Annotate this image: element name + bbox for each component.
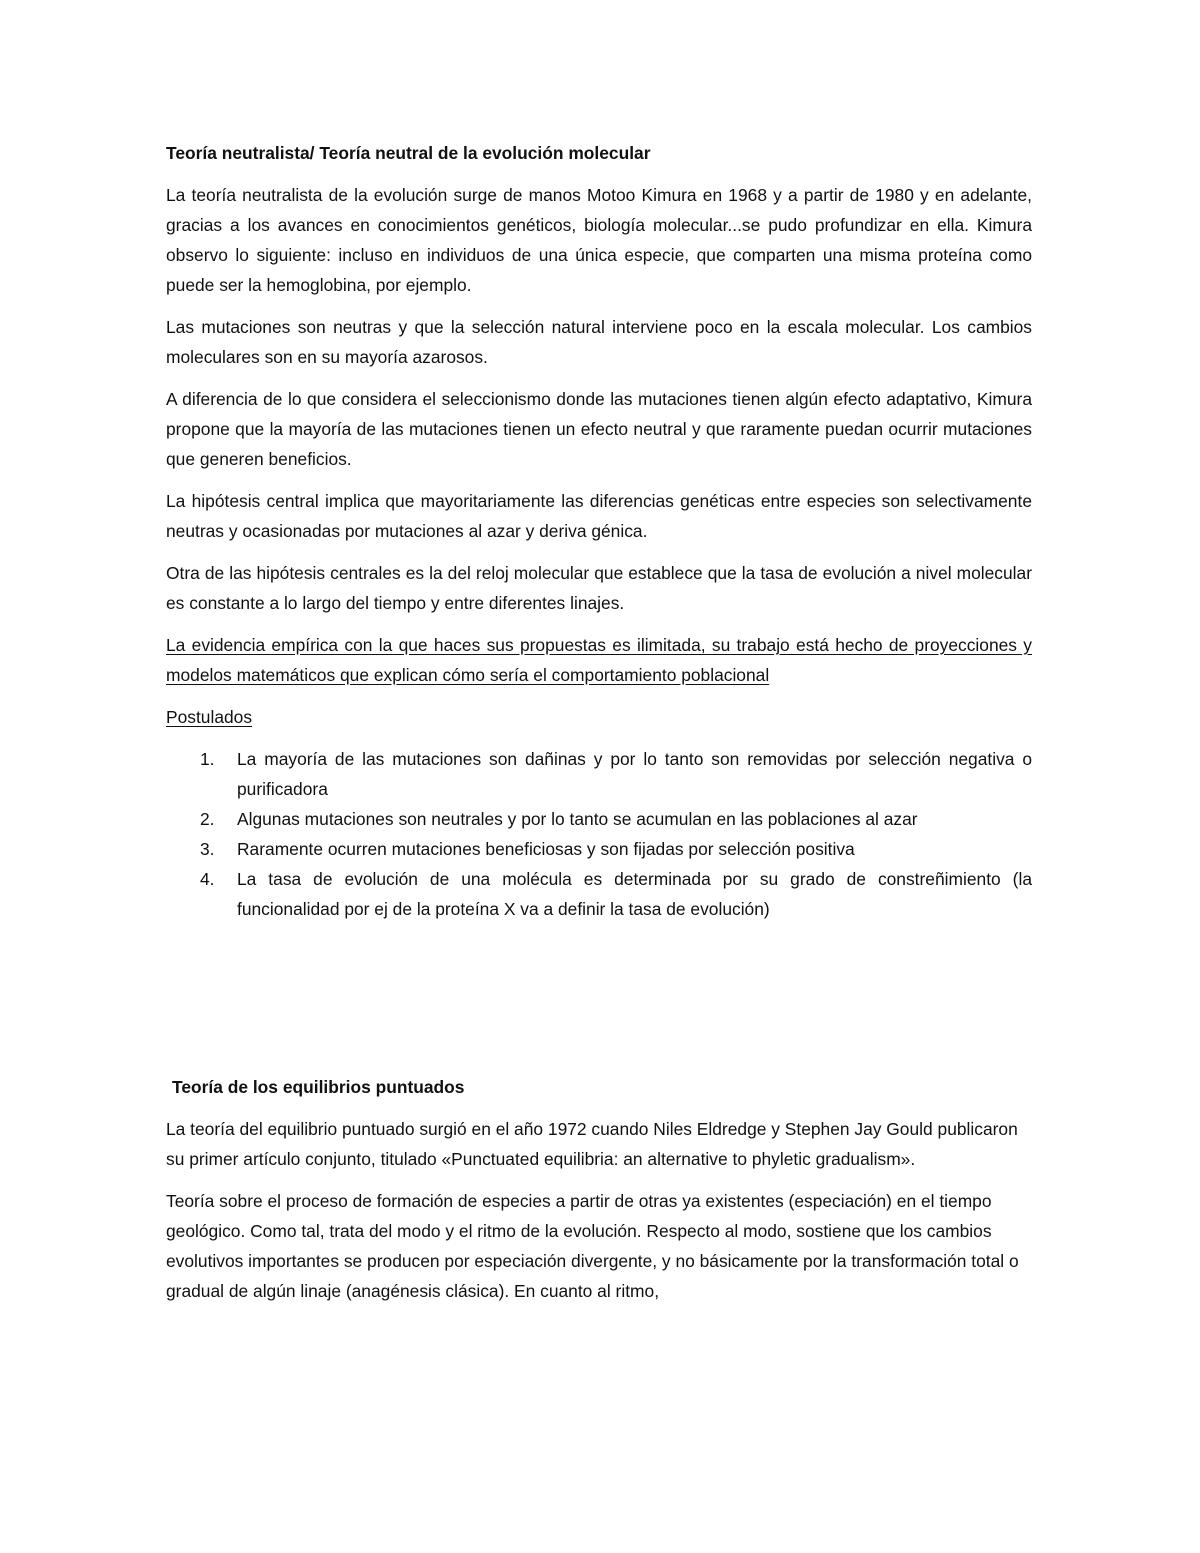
paragraph: La teoría del equilibrio puntuado surgió en el año 1972 cuando Niles Eldredge y Stephen Jay Gould publicaron su primer artículo conjunto, titulado «Punctuated equilibria: an alternative to phyletic gradualism». (166, 1119, 1018, 1169)
list-number: 4. (200, 869, 215, 889)
list-item-text: Raramente ocurren mutaciones beneficiosas y son fijadas por selección positiva (237, 839, 855, 859)
paragraph: La hipótesis central implica que mayoritariamente las diferencias genéticas entre especies son selectivamente neutras y ocasionadas por mutaciones al azar y deriva génica. (166, 491, 1032, 541)
underlined-paragraph: La evidencia empírica con la que haces sus propuestas es ilimitada, su trabajo está hecho de proyecciones y modelos matemáticos que explican cómo sería el comportamiento poblacional (166, 635, 1032, 685)
paragraph: La teoría neutralista de la evolución surge de manos Motoo Kimura en 1968 y a partir de 1980 y en adelante, gracias a los avances en conocimientos genéticos, biología molecular...se pudo profundizar en ella. Kimura observo lo siguiente: incluso en individuos de una única especie, que comparten una misma proteína como puede ser la hemoglobina, por ejemplo. (166, 185, 1032, 295)
blank-space (166, 924, 1032, 1072)
list-number: 3. (200, 839, 215, 859)
list-item-text: Algunas mutaciones son neutrales y por lo tanto se acumulan en las poblaciones al azar (237, 809, 918, 829)
paragraph: Otra de las hipótesis centrales es la del reloj molecular que establece que la tasa de evolución a nivel molecular es constante a lo largo del tiempo y entre diferentes linajes. (166, 563, 1032, 613)
postulados-label: Postulados (166, 707, 253, 727)
paragraph: Teoría sobre el proceso de formación de especies a partir de otras ya existentes (especiación) en el tiempo geológico. Como tal, trata del modo y el ritmo de la evolución. Respecto al modo, sostiene que los cambios evolutivos importantes se producen por especiación divergente, y no básicamente por la transformación total o gradual de algún linaje (anagénesis clásica). En cuanto al ritmo, (166, 1191, 1019, 1301)
document-page (166, 138, 1032, 1318)
postulados-list (166, 744, 1032, 924)
paragraph: Las mutaciones son neutras y que la selección natural interviene poco en la escala molecular. Los cambios moleculares son en su mayoría azarosos. (166, 317, 1032, 367)
section-title-neutralista: Teoría neutralista/ Teoría neutral de la evolución molecular (166, 143, 651, 163)
list-item (166, 864, 1032, 924)
list-number: 2. (200, 809, 215, 829)
list-item-text: La tasa de evolución de una molécula es determinada por su grado de constreñimiento (la funcionalidad por ej de la proteína X va a definir la tasa de evolución) (237, 869, 1032, 919)
section-title-equilibrios: Teoría de los equilibrios puntuados (172, 1077, 465, 1097)
list-item (166, 834, 1032, 864)
list-number: 1. (200, 749, 215, 769)
list-item (166, 744, 1032, 804)
list-item (166, 804, 1032, 834)
list-item-text: La mayoría de las mutaciones son dañinas y por lo tanto son removidas por selección negativa o purificadora (237, 749, 1032, 799)
paragraph: A diferencia de lo que considera el seleccionismo donde las mutaciones tienen algún efecto adaptativo, Kimura propone que la mayoría de las mutaciones tienen un efecto neutral y que raramente puedan ocurrir mutaciones que generen beneficios. (166, 389, 1032, 469)
